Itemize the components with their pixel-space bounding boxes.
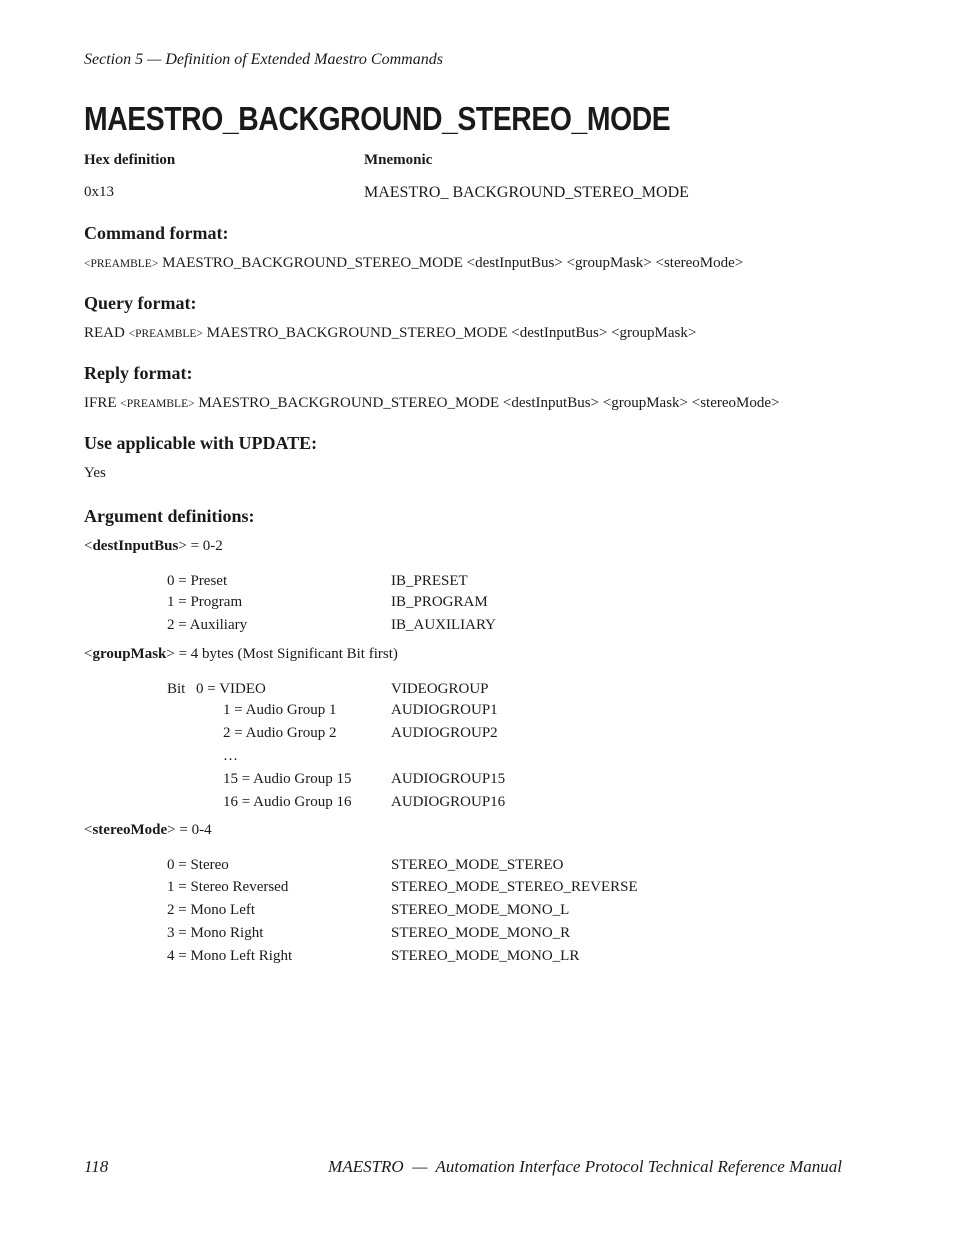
group-mask-range: > = 4 bytes (Most Significant Bit first)	[166, 646, 398, 662]
group-desc-15: 15 = Audio Group 15	[223, 771, 352, 787]
mnemonic-label: Mnemonic	[364, 152, 433, 168]
stereo-code-0: STEREO_MODE_STEREO	[391, 857, 564, 873]
dest-bus-desc-1: 1 = Program	[167, 594, 243, 610]
stereo-desc-3: 3 = Mono Right	[167, 925, 264, 941]
group-code-1: AUDIOGROUP1	[391, 702, 498, 718]
manual-title: MAESTRO — Automation Interface Protocol Technical Reference Manual	[328, 1157, 842, 1176]
lt: <	[84, 538, 93, 554]
update-value: Yes	[84, 465, 106, 481]
preamble-token: <PREAMBLE>	[128, 328, 203, 340]
group-mask-definition	[84, 646, 398, 663]
page-title: MAESTRO_BACKGROUND_STEREO_MODE	[84, 100, 671, 137]
command-format-text: MAESTRO_BACKGROUND_STEREO_MODE <destInputBus> <groupMask> <stereoMode>	[158, 255, 744, 271]
hex-definition-label: Hex definition	[84, 152, 176, 168]
preamble-token: <PREAMBLE>	[120, 398, 195, 410]
group-desc-2: 2 = Audio Group 2	[223, 725, 337, 741]
stereo-code-1: STEREO_MODE_STEREO_REVERSE	[391, 879, 638, 895]
reply-format-line	[84, 395, 780, 412]
dest-bus-code-0: IB_PRESET	[391, 573, 468, 589]
dest-bus-desc-0: 0 = Preset	[167, 573, 228, 589]
group-desc-16: 16 = Audio Group 16	[223, 794, 352, 810]
running-head: Section 5 — Definition of Extended Maestro Commands	[84, 51, 443, 68]
dest-input-bus-name: destInputBus	[92, 538, 179, 554]
group-desc-0: 0 = VIDEO	[196, 681, 266, 697]
stereo-mode-range: > = 0-4	[167, 822, 212, 838]
group-desc-ellipsis: …	[223, 748, 238, 764]
command-format-line	[84, 255, 743, 272]
update-heading: Use applicable with UPDATE:	[84, 433, 318, 453]
lt: <	[84, 646, 93, 662]
mnemonic-value: MAESTRO_ BACKGROUND_STEREO_MODE	[364, 184, 689, 201]
reply-format-text: MAESTRO_BACKGROUND_STEREO_MODE <destInputBus> <groupMask> <stereoMode>	[194, 395, 780, 411]
query-prefix: READ	[84, 325, 129, 341]
stereo-desc-1: 1 = Stereo Reversed	[167, 879, 289, 895]
stereo-mode-definition	[84, 822, 212, 839]
stereo-desc-0: 0 = Stereo	[167, 857, 229, 873]
dest-bus-desc-2: 2 = Auxiliary	[167, 617, 248, 633]
group-desc-1: 1 = Audio Group 1	[223, 702, 337, 718]
group-mask-name: groupMask	[92, 646, 167, 662]
lt: <	[84, 822, 93, 838]
group-code-15: AUDIOGROUP15	[391, 771, 506, 787]
dest-input-bus-definition	[84, 538, 223, 555]
bit-label: Bit	[167, 681, 186, 697]
group-code-16: AUDIOGROUP16	[391, 794, 506, 810]
stereo-code-4: STEREO_MODE_MONO_LR	[391, 948, 580, 964]
stereo-code-2: STEREO_MODE_MONO_L	[391, 902, 570, 918]
group-code-0: VIDEOGROUP	[391, 681, 489, 697]
group-code-2: AUDIOGROUP2	[391, 725, 498, 741]
stereo-mode-name: stereoMode	[92, 822, 168, 838]
page-number: 118	[84, 1157, 109, 1176]
reply-format-heading: Reply format:	[84, 363, 193, 383]
query-format-line	[84, 325, 696, 342]
query-format-text: MAESTRO_BACKGROUND_STEREO_MODE <destInputBus> <groupMask>	[202, 325, 697, 341]
argument-definitions-heading: Argument definitions:	[84, 506, 255, 526]
query-format-heading: Query format:	[84, 293, 197, 313]
stereo-desc-4: 4 = Mono Left Right	[167, 948, 293, 964]
dest-input-bus-range: > = 0-2	[178, 538, 223, 554]
hex-value: 0x13	[84, 184, 114, 200]
stereo-desc-2: 2 = Mono Left	[167, 902, 256, 918]
command-format-heading: Command format:	[84, 223, 229, 243]
dest-bus-code-1: IB_PROGRAM	[391, 594, 488, 610]
preamble-token: <PREAMBLE>	[84, 258, 159, 270]
dest-bus-code-2: IB_AUXILIARY	[391, 617, 496, 633]
reply-prefix: IFRE	[84, 395, 121, 411]
stereo-code-3: STEREO_MODE_MONO_R	[391, 925, 571, 941]
